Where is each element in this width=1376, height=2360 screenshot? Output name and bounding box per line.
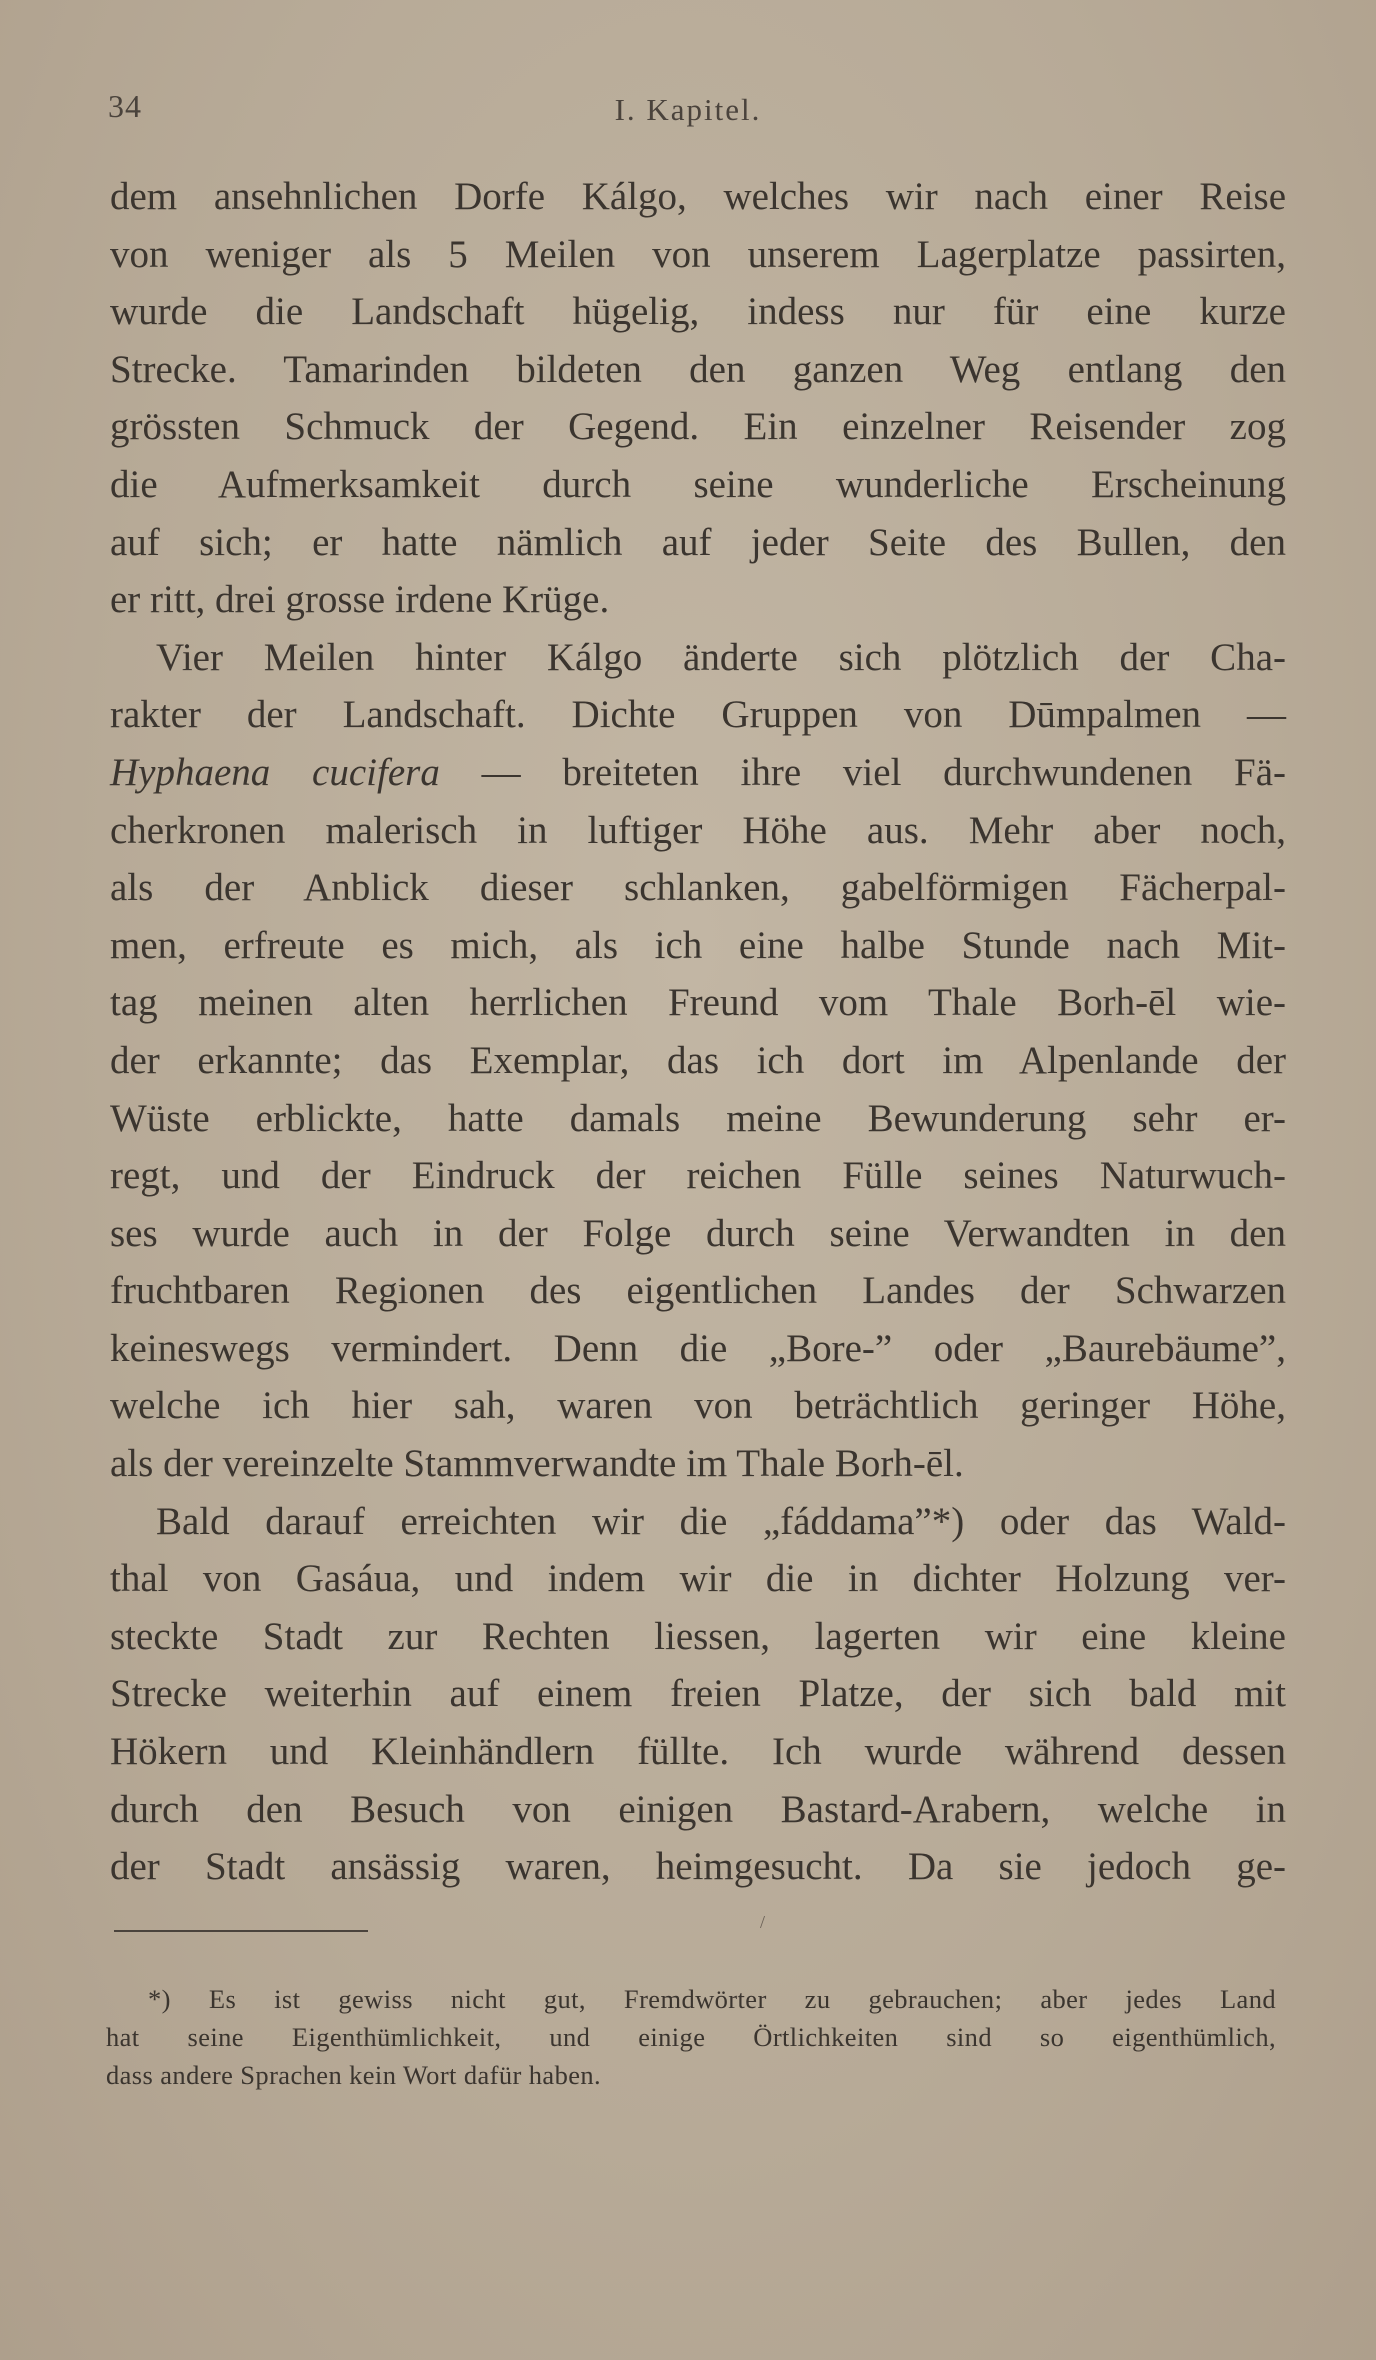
text-fragment: — breiteten ihre viel durchwundenen Fä- — [439, 750, 1286, 794]
running-head: I. Kapitel. — [614, 92, 762, 127]
text-line: thal von Gasáua, und indem wir die in dichter Holzung ver- — [110, 1557, 1286, 1601]
text-line: Strecke. Tamarinden bildeten den ganzen Weg entlang den — [110, 347, 1286, 391]
text-line: von weniger als 5 Meilen von unserem Lagerplatze passirten, — [110, 232, 1286, 276]
text-line: tag meinen alten herrlichen Freund vom Thale Borh-ēl wie- — [110, 981, 1286, 1025]
text-line: Hökern und Kleinhändlern füllte. Ich wurde während dessen — [110, 1730, 1286, 1774]
text-line: die Aufmerksamkeit durch seine wunderliche Erscheinung — [110, 462, 1286, 506]
body-text — [110, 168, 1286, 1896]
text-line: als der vereinzelte Stammverwandte im Thale Borh-ēl. — [110, 1442, 964, 1486]
text-line: Wüste erblickte, hatte damals meine Bewunderung sehr er- — [110, 1096, 1286, 1140]
footnote-line: dass andere Sprachen kein Wort dafür haben. — [106, 2060, 602, 2090]
footnote-line: *) Es ist gewiss nicht gut, Fremdwörter zu gebrauchen; aber jedes Land — [148, 1984, 1276, 2014]
text-line: Strecke weiterhin auf einem freien Platze, der sich bald mit — [110, 1672, 1286, 1716]
text-line: ses wurde auch in der Folge durch seine Verwandten in den — [110, 1211, 1286, 1255]
species-name: Hyphaena cucifera — [110, 750, 440, 794]
text-line: dem ansehnlichen Dorfe Kálgo, welches wir nach einer Reise — [110, 175, 1286, 218]
text-line: rakter der Landschaft. Dichte Gruppen von Dūmpalmen — — [110, 693, 1286, 737]
text-line: der Stadt ansässig waren, heimgesucht. Da sie jedoch ge- — [110, 1845, 1286, 1889]
text-line: men, erfreute es mich, als ich eine halbe Stunde nach Mit- — [110, 923, 1286, 967]
footnote-divider — [114, 1930, 368, 1932]
text-line: steckte Stadt zur Rechten liessen, lagerten wir eine kleine — [110, 1614, 1286, 1658]
footnote — [106, 1980, 1276, 2094]
text-line: keineswegs vermindert. Denn die „Bore-” oder „Baurebäume”, — [110, 1326, 1286, 1370]
page-number: 34 — [108, 88, 142, 124]
text-line: als der Anblick dieser schlanken, gabelförmigen Fächerpal- — [110, 866, 1286, 910]
text-line: auf sich; er hatte nämlich auf jeder Seite des Bullen, den — [110, 520, 1286, 564]
text-line: Bald darauf erreichten wir die „fáddama”*) oder das Wald- — [156, 1499, 1286, 1543]
stray-mark: / — [760, 1912, 766, 1932]
text-line: er ritt, drei grosse irdene Krüge. — [110, 578, 610, 622]
text-line: cherkronen malerisch in luftiger Höhe aus. Mehr aber noch, — [110, 808, 1286, 852]
text-line: der erkannte; das Exemplar, das ich dort im Alpenlande der — [110, 1038, 1286, 1082]
text-line: wurde die Landschaft hügelig, indess nur für eine kurze — [110, 290, 1286, 334]
text-line: welche ich hier sah, waren von beträchtlich geringer Höhe, — [110, 1384, 1286, 1428]
text-line: Vier Meilen hinter Kálgo änderte sich plötzlich der Cha- — [156, 635, 1286, 679]
text-line: regt, und der Eindruck der reichen Fülle seines Naturwuch- — [110, 1154, 1286, 1198]
text-line: fruchtbaren Regionen des eigentlichen Landes der Schwarzen — [110, 1269, 1286, 1313]
text-line-with-italic — [110, 744, 1286, 802]
text-line: durch den Besuch von einigen Bastard-Arabern, welche in — [110, 1787, 1286, 1831]
footnote-line: hat seine Eigenthümlichkeit, und einige Örtlichkeiten sind so eigenthümlich, — [106, 2022, 1276, 2052]
text-line: grössten Schmuck der Gegend. Ein einzelner Reisender zog — [110, 405, 1286, 449]
